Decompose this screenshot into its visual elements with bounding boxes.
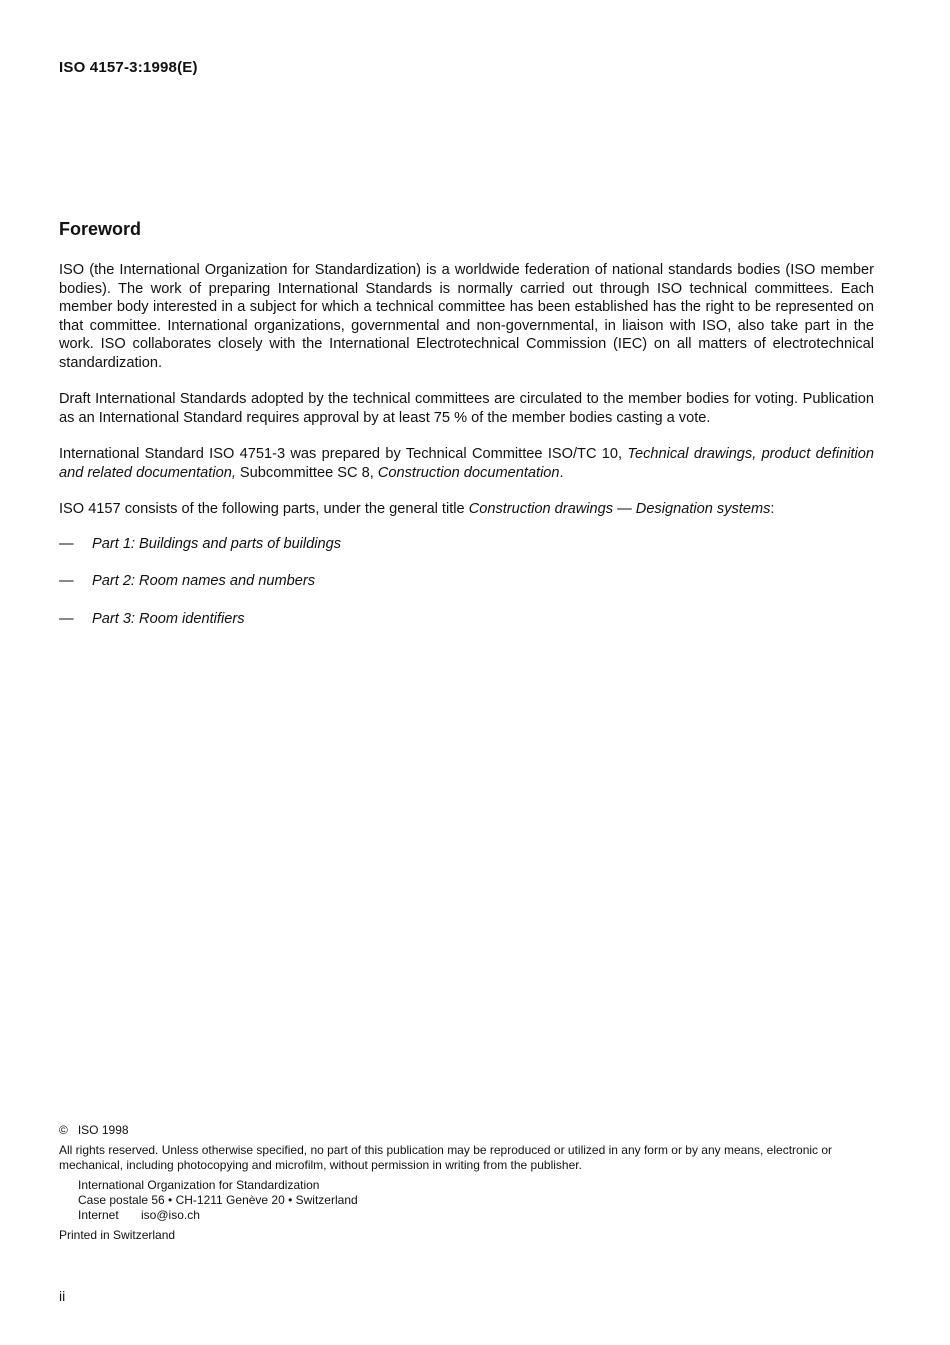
list-item [59,610,341,647]
p4-text-a: ISO 4157 consists of the following parts, under the general title [59,501,469,518]
copyright-notice [59,1123,129,1137]
p3-text-e: . [559,464,564,481]
foreword-body [59,261,874,537]
copyright-text: ISO 1998 [77,1123,129,1137]
rights-statement: All rights reserved. Unless otherwise specified, no part of this publication may be reproduced or utilized in any form or by any means, electronic or mechanical, including photocopying and microfilm, without permission in writing from the publisher. [59,1143,833,1173]
internet-label: Internet [78,1208,119,1223]
foreword-paragraph-4 [59,500,874,519]
part-label: Part 2: Room names and numbers [92,573,316,590]
page-number: ii [59,1288,66,1304]
document-id-header: ISO 4157-3:1998(E) [59,59,198,76]
p4-general-title: Construction drawings — Designation systems [468,501,771,518]
list-item [59,572,341,609]
foreword-heading: Foreword [59,219,142,239]
p3-committee-title: Technical drawings, product definition and related documentation, [59,446,874,481]
foreword-paragraph-1: ISO (the International Organization for Standardization) is a worldwide federation of national standards bodies (ISO member bodies). The work of preparing International Standards is normally carried out through ISO technical committees. Each member body interested in a subject for which a technical committee has been established has the right to be represented on that committee. International organizations, governmental and non-governmental, in liaison with ISO, also take part in the work. ISO collaborates closely with the International Electrotechnical Commission (IEC) on all matters of electrotechnical standardization. [59,262,874,371]
p4-text-c: : [770,501,775,518]
p3-subcommittee-title: Construction documentation [377,464,560,481]
list-dash: — [59,536,74,552]
parts-list [59,535,341,647]
part-label: Part 3: Room identifiers [92,610,245,627]
foreword-paragraph-3 [59,445,874,482]
p3-text-c: Subcommittee SC 8, [235,464,378,481]
internet-email: iso@iso.ch [141,1208,200,1223]
list-dash: — [59,610,74,627]
printed-in-notice: Printed in Switzerland [59,1228,176,1242]
org-address: Case postale 56 • CH-1211 Genève 20 • Switzerland [78,1193,358,1208]
copyright-icon: © [59,1123,68,1137]
p3-text-a: International Standard ISO 4751-3 was prepared by Technical Committee ISO/TC 10, [59,446,628,463]
part-label: Part 1: Buildings and parts of buildings [92,536,342,552]
publisher-address [78,1178,358,1224]
foreword-paragraph-2: Draft International Standards adopted by the technical committees are circulated to the member bodies for voting. Publication as an International Standard requires approval by at least 75 % of the member bodies casting a vote. [59,391,874,426]
list-item [59,535,341,572]
list-dash: — [59,573,74,590]
org-name: International Organization for Standardization [78,1178,320,1192]
internet-line [78,1208,358,1223]
